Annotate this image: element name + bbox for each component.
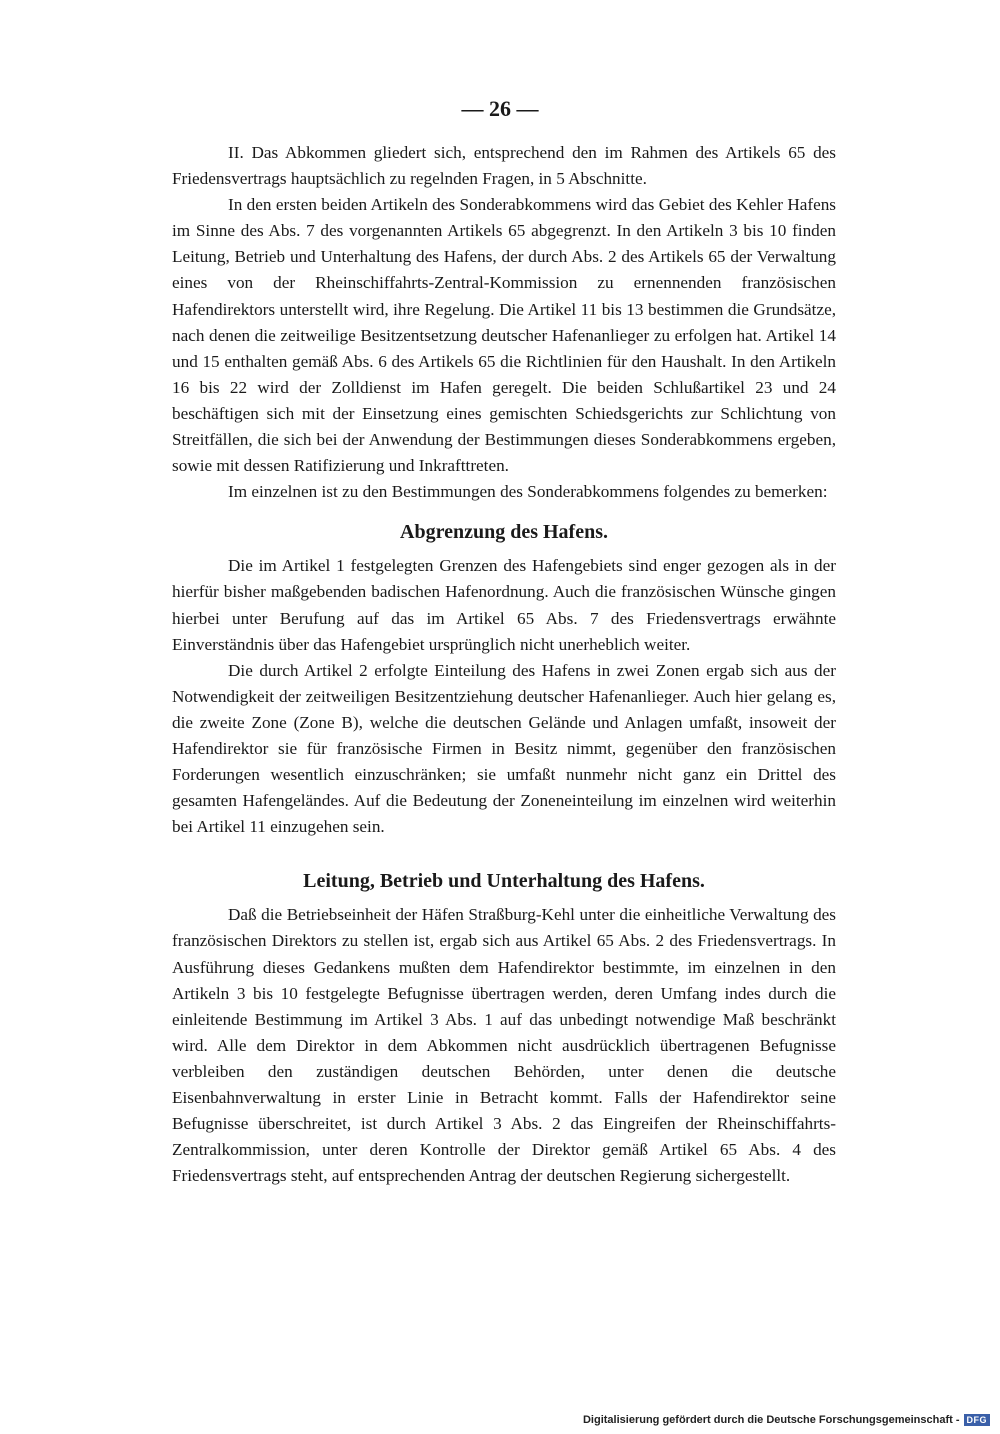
page-number: — 26 — (461, 96, 539, 121)
paragraph: Die durch Artikel 2 erfolgte Einteilung des Hafens in zwei Zonen ergab sich aus der Notwendigkeit der zeitweiligen Besitzentziehung deutscher Hafenanlieger. Auch hier gelang es, die zweite Zone (Zone B), welche die deutschen Gelände und Anlagen umfaßt, insoweit der Hafendirektor sie für französische Firmen in Besitz nimmt, gegenüber den französischen Forderungen wesentlich einzuschränken; sie umfaßt nunmehr nicht ganz ein Drittel des gesamten Hafengeländes. Auf die Bedeutung der Zoneneinteilung im einzelnen wird weiterhin bei Artikel 11 einzugehen sein. (172, 660, 836, 837)
paragraph: Daß die Betriebseinheit der Häfen Straßburg-Kehl unter die einheitliche Verwaltung des französischen Direktors zu stellen ist, ergab sich aus Artikel 65 Abs. 2 des Friedensvertrags. In Ausführung dieses Gedankens mußten dem Hafendirektor bestimmte, im einzelnen in den Artikeln 3 bis 10 festgelegte Befugnisse übertragen werden, deren Umfang indes durch die einleitende Bestimmung im Artikel 3 Abs. 1 auf das unbedingt notwendige Maß beschränkt wird. Alle dem Direktor in dem Abkommen nicht ausdrücklich übertragenen Befugnisse verbleiben den zuständigen deutschen Behörden, unter denen die deutsche Eisenbahnverwaltung in erster Linie in Betracht kommt. Falls der Hafendirektor seine Befugnisse überschreitet, ist durch Artikel 3 Abs. 2 das Eingreifen der Rheinschiffahrts-Zentralkommission, unter deren Kontrolle der Direktor gemäß Artikel 65 Abs. 4 des Friedensvertrags steht, auf entsprechenden Antrag der deutschen Regierung sichergestellt. (172, 905, 836, 1186)
credit-text: Digitalisierung gefördert durch die Deutsche Forschungsgemeinschaft - (582, 1414, 960, 1426)
dfg-logo: DFG (964, 1414, 991, 1426)
paragraph: Die im Artikel 1 festgelegten Grenzen des Hafengebiets sind enger gezogen als in der hierfür bisher maßgebenden badischen Hafenordnung. Auch die französischen Wünsche gingen hierbei unter Berufung auf das im Artikel 65 Abs. 7 des Friedensvertrags erwähnte Einverständnis über das Hafengebiet ursprünglich nicht unerheblich weiter. (172, 556, 836, 654)
page-body (172, 140, 836, 1189)
paragraph: Im einzelnen ist zu den Bestimmungen des Sonderabkommens folgendes zu bemerken: (228, 482, 828, 502)
paragraph: II. Das Abkommen gliedert sich, entsprechend den im Rahmen des Artikels 65 des Friedensvertrags hauptsächlich zu regelnden Fragen, in 5 Abschnitte. (172, 143, 836, 189)
section-heading: Abgrenzung des Hafens. (400, 521, 608, 544)
section-heading: Leitung, Betrieb und Unterhaltung des Hafens. (303, 870, 705, 893)
paragraph: In den ersten beiden Artikeln des Sonderabkommens wird das Gebiet des Kehler Hafens im Sinne des Abs. 7 des vorgenannten Artikels 65 abgegrenzt. In den Artikeln 3 bis 10 finden Leitung, Betrieb und Unterhaltung des Hafens, der durch Abs. 2 des Artikels 65 der Verwaltung eines von der Rheinschiffahrts-Zentral-Kommission zu ernennenden französischen Hafendirektors unterstellt wird, ihre Regelung. Die Artikel 11 bis 13 bestimmen die Grundsätze, nach denen die zeitweilige Besitzentsetzung deutscher Hafenanlieger zu erfolgen hat. Artikel 14 und 15 enthalten gemäß Abs. 6 des Artikels 65 die Richtlinien für den Haushalt. In den Artikeln 16 bis 22 wird der Zolldienst im Hafen geregelt. Die beiden Schlußartikel 23 und 24 beschäftigen sich mit der Einsetzung eines gemischten Schiedsgerichts zur Schlichtung von Streitfällen, die sich bei der Anwendung der Bestimmungen dieses Sonderabkommens ergeben, sowie mit dessen Ratifizierung und Inkrafttreten. (172, 195, 836, 476)
digitization-credit (583, 1414, 990, 1426)
